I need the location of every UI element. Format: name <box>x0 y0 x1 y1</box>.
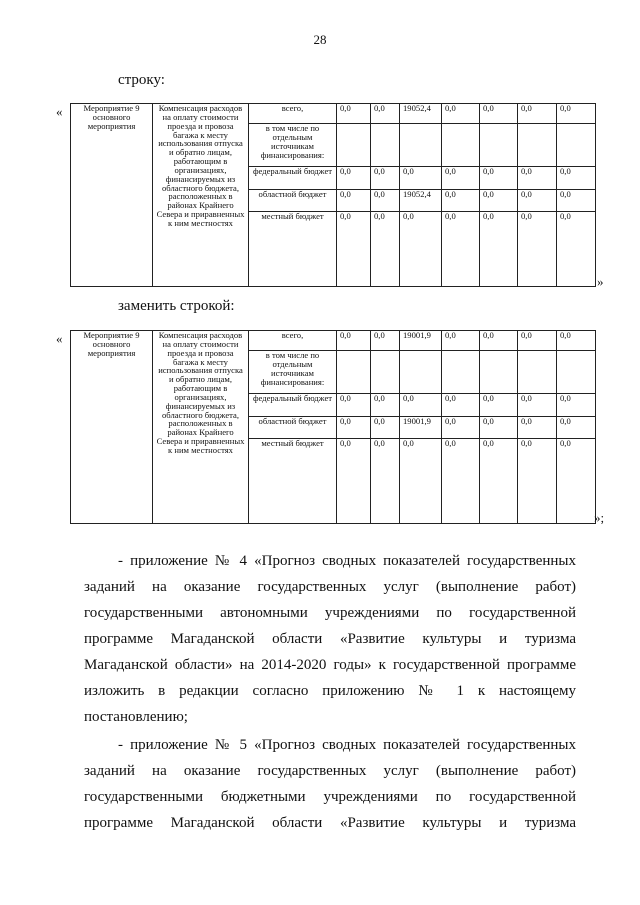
value-cell <box>400 124 442 167</box>
value-cell: 0,0 <box>557 212 596 287</box>
value-cell <box>371 124 400 167</box>
source-label: местный бюджет <box>249 212 337 287</box>
value-cell: 0,0 <box>337 417 371 439</box>
value-cell <box>337 351 371 394</box>
value-cell <box>518 351 557 394</box>
value-cell: 0,0 <box>442 212 480 287</box>
value-cell <box>337 124 371 167</box>
value-cell: 0,0 <box>480 394 518 417</box>
value-cell: 0,0 <box>442 104 480 124</box>
value-cell: 0,0 <box>557 104 596 124</box>
value-cell: 0,0 <box>442 167 480 190</box>
value-cell: 0,0 <box>371 167 400 190</box>
paragraph-appendix-4 <box>84 548 576 730</box>
value-cell: 0,0 <box>371 417 400 439</box>
description-cell: Компенсация расходов на оплату стоимости проезда и провоза багажа к месту использования отпуска и обратно лицам, работающим в организациях, финансируемых из областного бюджета, расположенных в районах Крайнего Севера и приравненных к ним местностях <box>153 331 249 524</box>
source-label: федеральный бюджет <box>249 394 337 417</box>
value-cell: 0,0 <box>518 417 557 439</box>
value-cell: 0,0 <box>480 167 518 190</box>
text-line: - приложение № 4 «Прогноз сводных показателей государственных <box>118 553 576 569</box>
value-cell: 0,0 <box>337 331 371 351</box>
value-cell: 0,0 <box>371 394 400 417</box>
measure-cell: Мероприятие 9 основного мероприятия <box>71 104 153 287</box>
open-quote-1: « <box>56 104 63 119</box>
open-quote-2: « <box>56 331 63 346</box>
value-cell: 0,0 <box>557 167 596 190</box>
description-cell: Компенсация расходов на оплату стоимости проезда и провоза багажа к месту использования отпуска и обратно лицам, работающим в организациях, финансируемых из областного бюджета, расположенных в районах Крайнего Севера и приравненных к ним местностях <box>153 104 249 287</box>
value-cell: 0,0 <box>442 394 480 417</box>
value-cell: 0,0 <box>337 439 371 524</box>
text-line: заданий на оказание государственных услуг (выполнение работ) <box>84 763 576 779</box>
value-cell: 0,0 <box>400 439 442 524</box>
old-program-table <box>70 103 596 287</box>
value-cell: 0,0 <box>480 331 518 351</box>
source-label: областной бюджет <box>249 190 337 212</box>
value-cell: 0,0 <box>480 417 518 439</box>
value-cell: 0,0 <box>480 190 518 212</box>
paragraph-appendix-5 <box>84 732 576 836</box>
close-quote-2: »; <box>594 510 605 525</box>
value-cell <box>400 351 442 394</box>
value-cell: 19052,4 <box>400 104 442 124</box>
value-cell: 0,0 <box>518 212 557 287</box>
value-cell: 0,0 <box>518 167 557 190</box>
value-cell <box>442 351 480 394</box>
value-cell: 0,0 <box>442 331 480 351</box>
value-cell: 0,0 <box>371 212 400 287</box>
caption-line: строку: <box>118 72 165 88</box>
text-line: изложить в редакции согласно приложению № 1 к настоящему <box>84 683 576 699</box>
value-cell: 0,0 <box>371 439 400 524</box>
value-cell: 0,0 <box>400 212 442 287</box>
source-label: местный бюджет <box>249 439 337 524</box>
value-cell <box>442 124 480 167</box>
value-cell: 0,0 <box>371 331 400 351</box>
value-cell <box>518 124 557 167</box>
text-line: программе Магаданской области «Развитие культуры и туризма <box>84 631 576 647</box>
value-cell <box>557 351 596 394</box>
source-label: федеральный бюджет <box>249 167 337 190</box>
value-cell: 0,0 <box>442 439 480 524</box>
value-cell: 19001,9 <box>400 417 442 439</box>
value-cell <box>557 124 596 167</box>
source-label: всего, <box>249 331 337 351</box>
value-cell: 0,0 <box>337 212 371 287</box>
text-line: постановлению; <box>84 709 188 725</box>
value-cell: 0,0 <box>557 190 596 212</box>
measure-cell: Мероприятие 9 основного мероприятия <box>71 331 153 524</box>
value-cell: 0,0 <box>371 190 400 212</box>
value-cell: 0,0 <box>557 331 596 351</box>
value-cell: 0,0 <box>442 190 480 212</box>
value-cell: 0,0 <box>400 167 442 190</box>
value-cell: 0,0 <box>337 190 371 212</box>
value-cell: 0,0 <box>480 104 518 124</box>
close-quote-1: » <box>597 274 604 289</box>
value-cell: 0,0 <box>480 439 518 524</box>
value-cell: 0,0 <box>557 417 596 439</box>
value-cell: 0,0 <box>557 394 596 417</box>
value-cell: 0,0 <box>518 394 557 417</box>
value-cell: 0,0 <box>400 394 442 417</box>
source-label: в том числе по отдельным источникам финансирования: <box>249 351 337 394</box>
value-cell: 0,0 <box>518 104 557 124</box>
text-line: программе Магаданской области «Развитие культуры и туризма <box>84 815 576 831</box>
value-cell: 0,0 <box>371 104 400 124</box>
value-cell: 19001,9 <box>400 331 442 351</box>
value-cell: 0,0 <box>518 190 557 212</box>
value-cell: 19052,4 <box>400 190 442 212</box>
source-label: в том числе по отдельным источникам финансирования: <box>249 124 337 167</box>
text-line: государственными бюджетными учреждениями по государственной <box>84 789 576 805</box>
text-line: Магаданской области» на 2014-2020 годы» к государственной программе <box>84 657 576 673</box>
text-line: - приложение № 5 «Прогноз сводных показателей государственных <box>118 737 576 753</box>
value-cell: 0,0 <box>518 331 557 351</box>
text-line: государственными автономными учреждениями по государственной <box>84 605 576 621</box>
value-cell <box>480 124 518 167</box>
text-line: заданий на оказание государственных услуг (выполнение работ) <box>84 579 576 595</box>
value-cell <box>371 351 400 394</box>
new-program-table <box>70 330 596 524</box>
source-label: областной бюджет <box>249 417 337 439</box>
value-cell <box>480 351 518 394</box>
value-cell: 0,0 <box>480 212 518 287</box>
value-cell: 0,0 <box>557 439 596 524</box>
value-cell: 0,0 <box>337 104 371 124</box>
value-cell: 0,0 <box>442 417 480 439</box>
page-number: 28 <box>313 32 327 47</box>
source-label: всего, <box>249 104 337 124</box>
value-cell: 0,0 <box>518 439 557 524</box>
value-cell: 0,0 <box>337 394 371 417</box>
value-cell: 0,0 <box>337 167 371 190</box>
caption-replace: заменить строкой: <box>118 298 235 314</box>
